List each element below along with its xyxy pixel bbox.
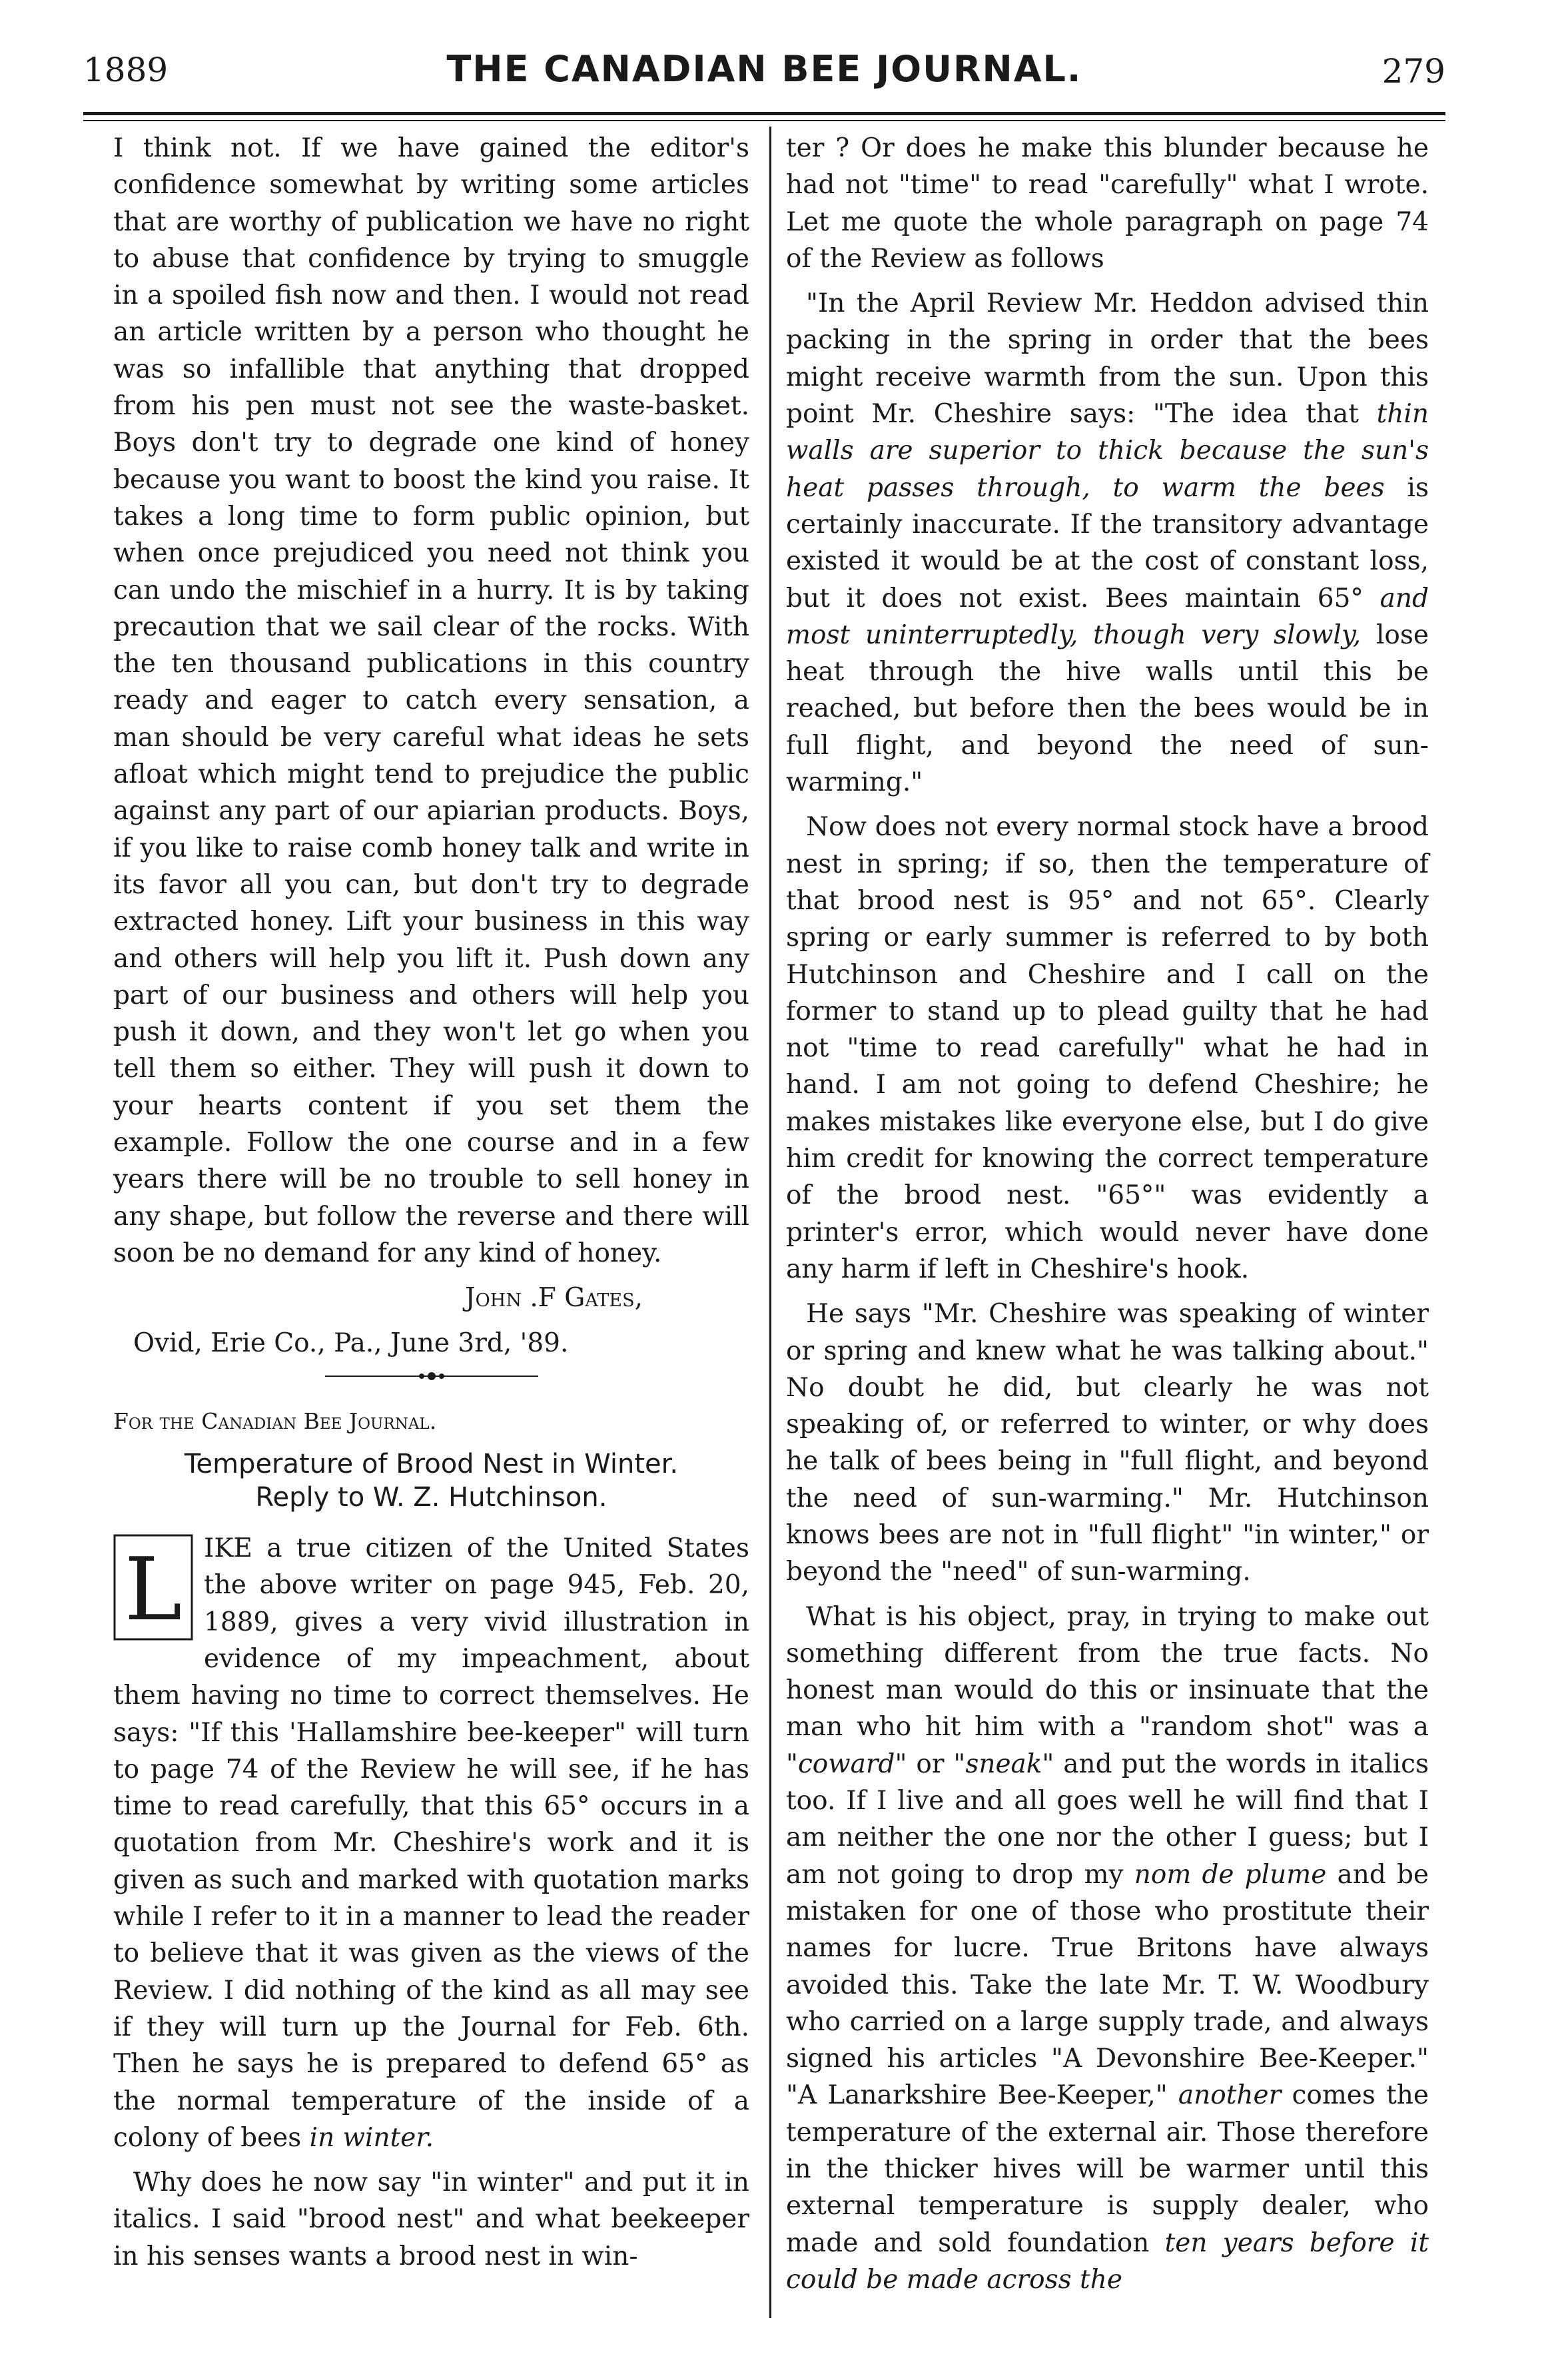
article-text: IKE a true citizen of the United States the above writer on page 945, Feb. 20, 1889, gives a very vivid illustration in evidence of my impeachment, about them having no time to correct themselves. He says: "If this 'Hallamshire bee-keeper" will turn to page 74 of the Review he will see, if he has time to read carefully, that this 65° occurs in a quotation from Mr. Cheshire's work and it is given as such and marked with quotation marks while I refer to it in a manner to lead the reader to believe that it was given as the views of the Review. I did nothing of the kind as all may see if they will turn up the Journal for Feb. 6th. Then he says he is prepared to defend 65° as the normal temperature of the inside of a colony of bees [113, 1533, 749, 2153]
dropcap [113, 1534, 193, 1641]
article-title-line: Temperature of Brood Nest in Winter. [184, 1449, 679, 1480]
header-rule [83, 112, 1445, 115]
italic-text: another [1178, 2080, 1292, 2111]
article-text: and put the words in italics too. If I live and all goes well he will find that I am neither the one nor the other I guess; but I am not going to drop my [786, 1749, 1429, 1890]
article-paragraph [786, 1599, 1429, 2299]
header-rule-thin [83, 120, 1445, 121]
article-paragraph: Why does he now say "in winter" and put it in italics. I said "brood nest" and what beekeeper in his senses wants a brood nest in win- [113, 2168, 749, 2271]
page-header [83, 45, 1445, 99]
quote-text: "In the April Review Mr. Heddon advised thin packing in the spring in order that the bees might receive warmth from the sun. Upon this point Mr. Cheshire says: "The idea that [786, 288, 1429, 430]
article-paragraph: ter ? Or does he make this blunder because he had not "time" to read "carefully" what I wrote. Let me quote the whole paragraph on page 74 of the Review as follows [786, 133, 1429, 274]
article-text: comes the temperature of the external air. Those therefore in the thicker hives will be warmer until this external temperature is supply dealer, who made and sold foundation [786, 2080, 1429, 2258]
author-signature: John .F Gates, [465, 1283, 643, 1314]
italic-text: nom de plume [1134, 1859, 1338, 1890]
ornamental-divider-icon [325, 1370, 538, 1383]
paragraph: I think not. If we have gained the editor's confidence somewhat by writing some articles that are worthy of publication we have no right to abuse that confidence by trying to smuggle in a spoiled fish now and then. I would not read an article written by a person who thought he was so infallible that anything that dropped from his pen must not see the waste-basket. Boys don't try to degrade one kind of honey because you want to boost the kind you raise. It takes a long time to form public opinion, but when once prejudiced you need not think you can undo the mischief in a hurry. It is by taking precaution that we sail clear of the rocks. With the ten thousand publications in this country ready and eager to catch every sensation, a man should be very careful what ideas he sets afloat which might tend to prejudice the public against any part of our apiarian products. Boys, if you like to raise comb honey talk and write in its favor all you can, but don't try to degrade extracted honey. Lift your business in this way and others will help you lift it. Push down any part of our business and others will help you push it down, and they won't let go when you tell them so either. They will push it down to your hearts content if you set them the example. Follow the one course and in a few years there will be no trouble to sell honey in any shape, but follow the reverse and there will soon be no demand for any kind of honey. [113, 133, 749, 1268]
dropcap-letter: L [124, 1539, 183, 1641]
article-title [113, 1447, 749, 1514]
article-subtitle-line: Reply to W. Z. Hutchinson. [255, 1482, 607, 1513]
article-paragraph [113, 1530, 749, 2156]
right-column [786, 130, 1429, 2306]
quote-text: lose heat through the hive walls until this be reached, but before then the bees would be in full flight, and beyond the need of sun-warming." [786, 619, 1429, 798]
journal-title: THE CANADIAN BEE JOURNAL. [446, 48, 1082, 90]
article-text: and be mistaken for one of those who prostitute their names for lucre. True Britons have always avoided this. Take the late Mr. T. W. Woodbury who carried on a large supply trade, and always signed his articles "A Devonshire Bee-Keeper." "A Lanarkshire Bee-Keeper," [786, 1859, 1429, 2111]
section-label: For the Canadian Bee Journal. [113, 1407, 437, 1434]
italic-text: ten years before it could be made across the [786, 2227, 1429, 2295]
article-text: or [916, 1749, 954, 1779]
italic-text: thin walls are superior to thick because the sun's heat passes through, to warm the bees [786, 399, 1429, 503]
header-year: 1889 [83, 51, 169, 89]
page-number: 279 [1381, 52, 1445, 91]
column-divider [769, 127, 771, 2318]
left-column [113, 130, 749, 2283]
article-paragraph: He says "Mr. Cheshire was speaking of winter or spring and knew what he was talking about." No doubt he did, but clearly he was not speaking of, or referred to winter, or why does he talk of bees being in "full flight, and beyond the need of sun-warming." Mr. Hutchinson knows bees are not in "full flight" "in winter," or beyond the "need" of sun-warming. [786, 1299, 1429, 1587]
author-location-date: Ovid, Erie Co., Pa., June 3rd, '89. [133, 1328, 569, 1358]
italic-text: "coward" [786, 1749, 917, 1779]
italic-text: in winter. [309, 2122, 434, 2153]
quote-text: is certainly inaccurate. If the transitory advantage existed it would be at the cost of constant loss, but it does not exist. Bees maintain 65° [786, 472, 1429, 613]
article-text: What is his object, pray, in trying to make out something different from the true facts. No honest man would do this or insinuate that the man who hit him with a "random shot" was a [786, 1601, 1429, 1743]
italic-text: and most uninterruptedly, though very slowly, [786, 583, 1429, 650]
quoted-paragraph [786, 285, 1429, 801]
decorative-initial-icon [113, 1534, 193, 1641]
italic-text: "sneak" [953, 1749, 1064, 1779]
article-paragraph: Now does not every normal stock have a brood nest in spring; if so, then the temperature of that brood nest is 95° and not 65°. Clearly spring or early summer is referred to by both Hutchinson and Cheshire and I call on the former to stand up to plead guilty that he had not "time to read carefully" what he had in hand. I am not going to defend Cheshire; he makes mistakes like everyone else, but I do give him credit for knowing the correct temperature of the brood nest. "65°" was evidently a printer's error, which would never have done any harm if left in Cheshire's hook. [786, 812, 1429, 1284]
